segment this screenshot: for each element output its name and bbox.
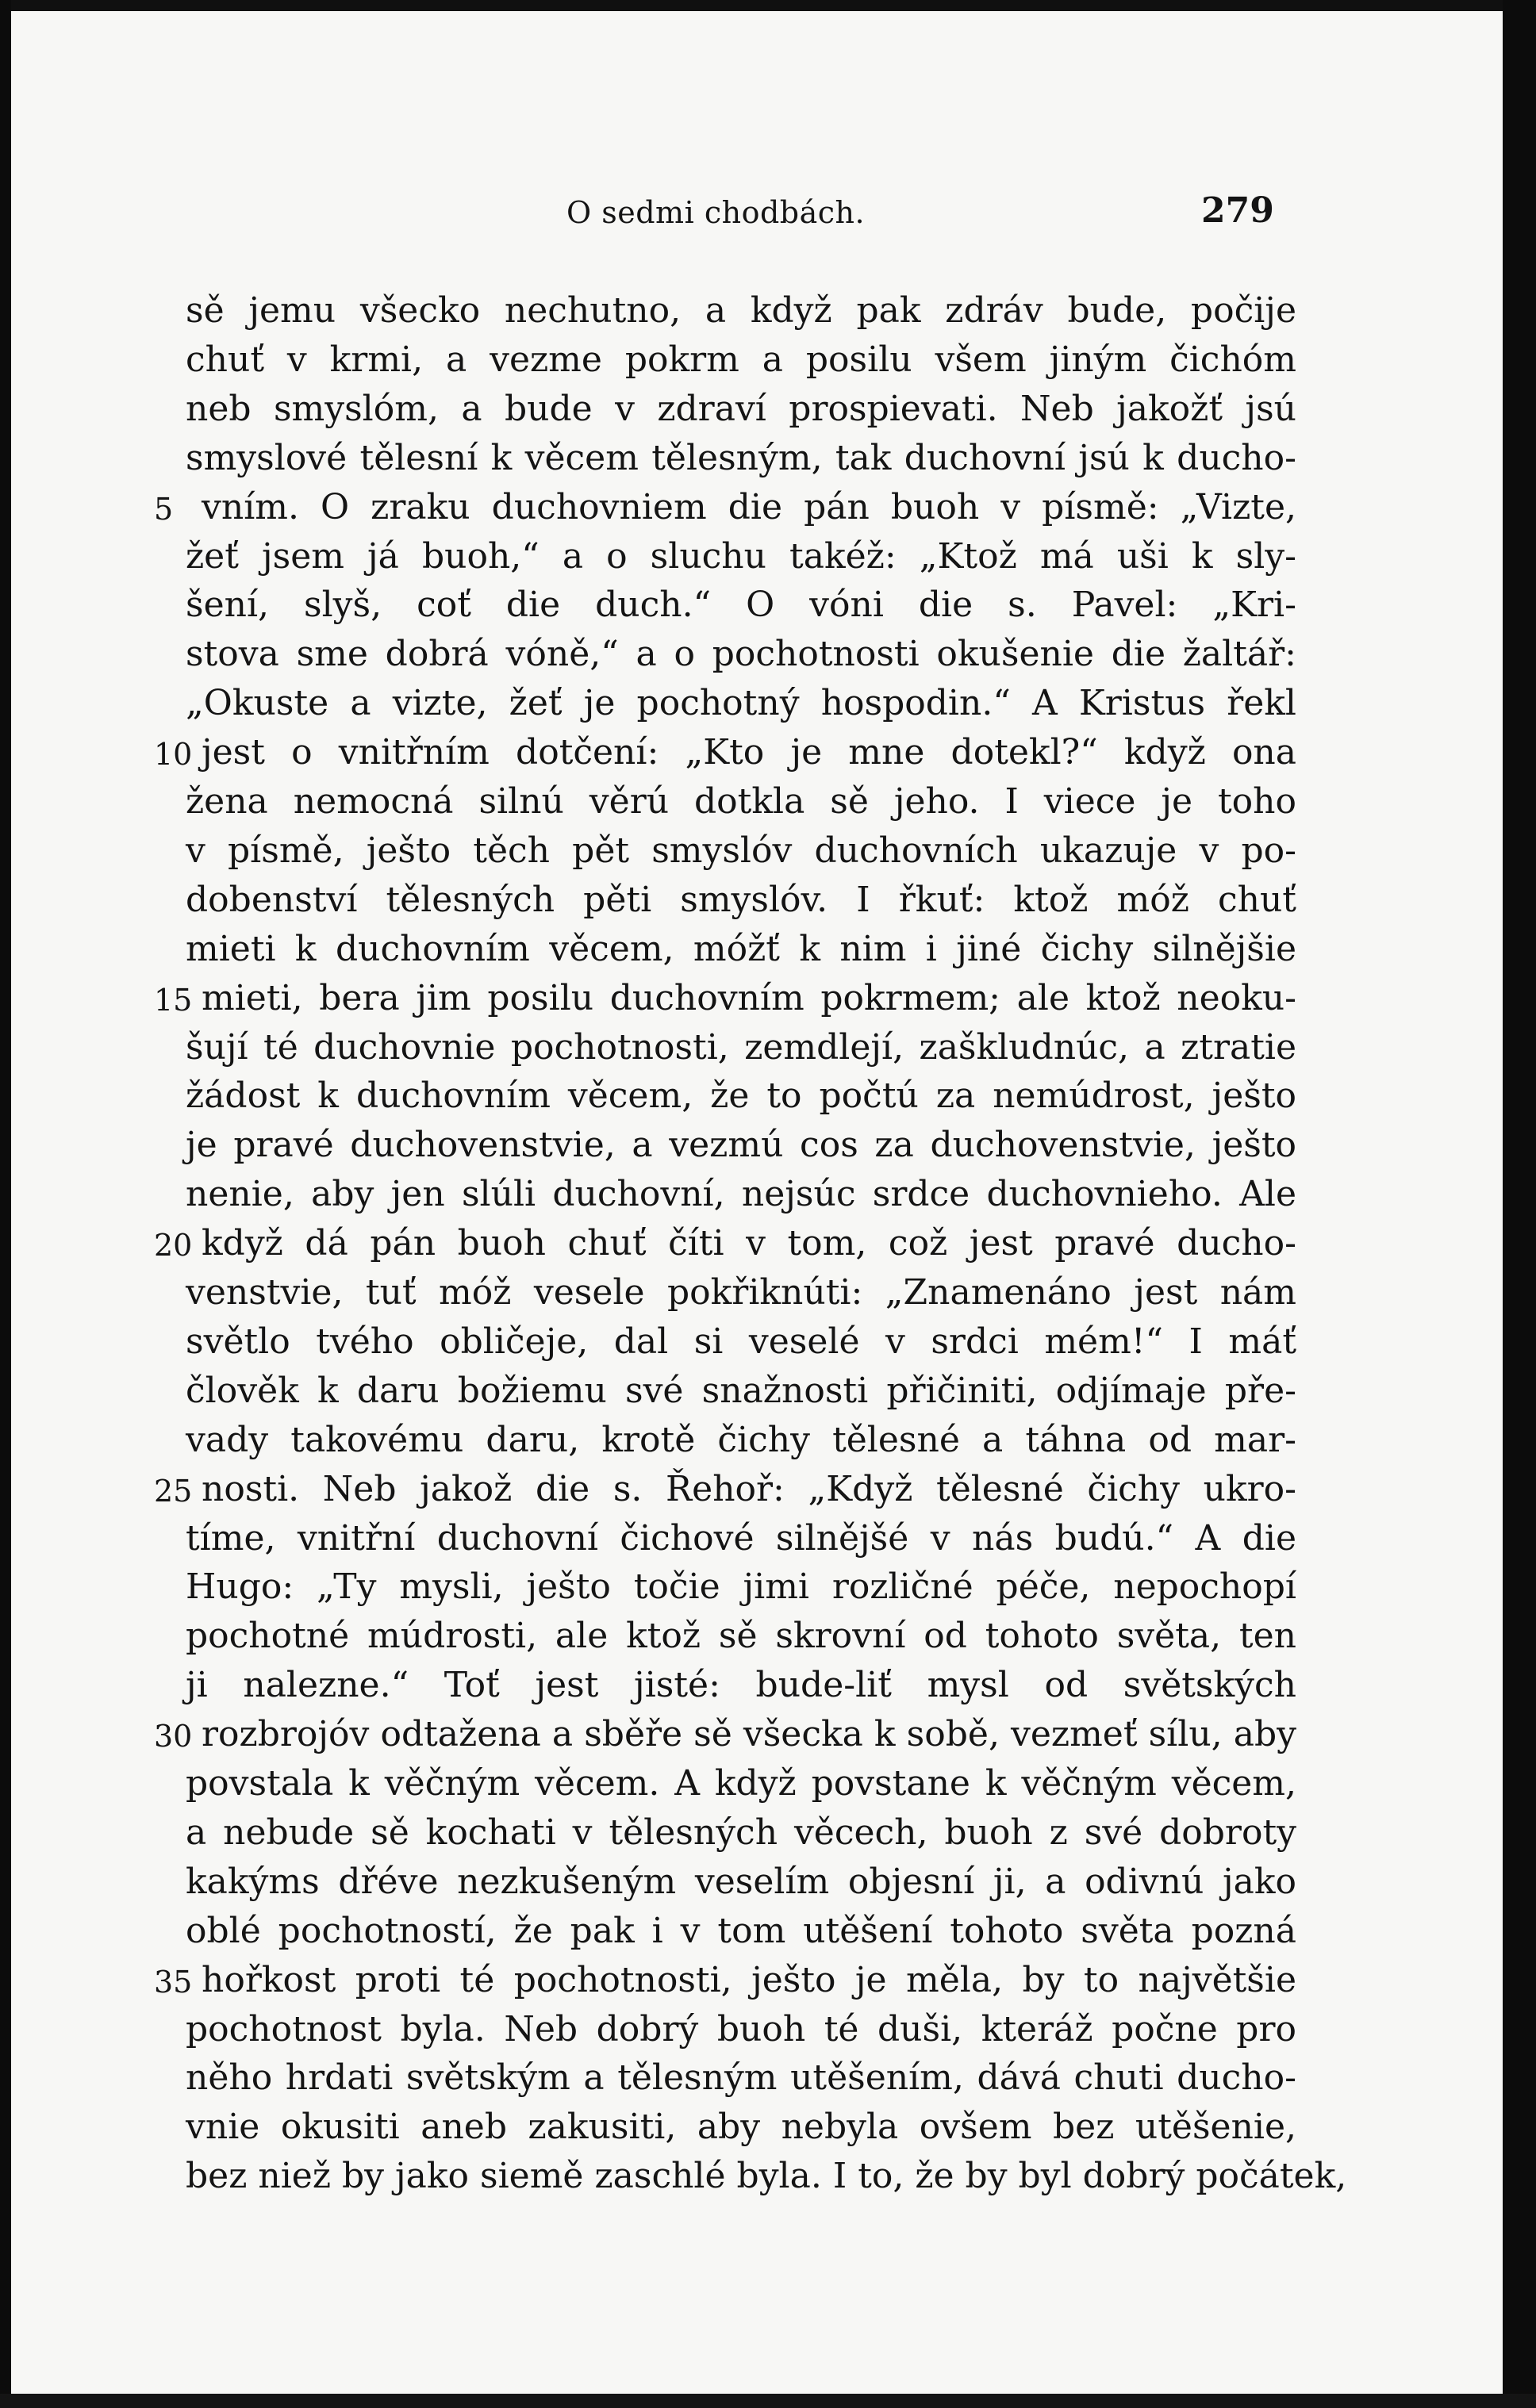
page-number: 279 bbox=[1201, 190, 1274, 231]
text-line: venstvie, tuť móž vesele pokřiknúti: „Znamenáno jest nám bbox=[186, 1272, 1296, 1313]
text-line: světlo tvého obličeje, dal si veselé v srdci mém!“ I máť bbox=[186, 1321, 1296, 1362]
text-line: žena nemocná silnú věrú dotkla sě jeho. I viece je toho bbox=[186, 781, 1296, 822]
text-line: sě jemu všecko nechutno, a když pak zdráv bude, počije bbox=[186, 290, 1296, 331]
text-line: žeť jsem já buoh,“ a o sluchu takéž: „Ktož má uši k sly- bbox=[186, 536, 1296, 577]
book-page bbox=[11, 11, 1503, 2394]
running-title: O sedmi chodbách. bbox=[566, 195, 866, 230]
text-line: něho hrdati světským a tělesným utěšením, dává chuti ducho- bbox=[186, 2057, 1296, 2098]
text-line: mieti, bera jim posilu duchovním pokrmem; ale ktož neoku- bbox=[202, 978, 1296, 1018]
text-line: vady takovému daru, krotě čichy tělesné a táhna od mar- bbox=[186, 1420, 1296, 1460]
text-line: kakýms dřéve nezkušeným veselím objesní ji, a odivnú jako bbox=[186, 1862, 1296, 1902]
text-line: stova sme dobrá vóně,“ a o pochotnosti okušenie die žaltář: bbox=[186, 634, 1296, 674]
text-line: když dá pán buoh chuť číti v tom, což jest pravé ducho- bbox=[202, 1223, 1296, 1263]
text-line: nenie, aby jen slúli duchovní, nejsúc srdce duchovnieho. Ale bbox=[186, 1174, 1296, 1214]
text-line: „Okuste a vizte, žeť je pochotný hospodin.“ A Kristus řekl bbox=[186, 683, 1296, 723]
text-line: chuť v krmi, a vezme pokrm a posilu všem jiným čichóm bbox=[186, 339, 1296, 380]
text-line: Hugo: „Ty mysli, ješto točie jimi rozličné péče, nepochopí bbox=[186, 1566, 1296, 1607]
text-line: šení, slyš, coť die duch.“ O vóni die s. Pavel: „Kri- bbox=[186, 585, 1296, 625]
text-line: jest o vnitřním dotčení: „Kto je mne dotekl?“ když ona bbox=[202, 732, 1296, 773]
scan-edge-bottom bbox=[0, 2394, 1536, 2408]
text-line: hořkost proti té pochotnosti, ješto je měla, by to najvětšie bbox=[202, 1960, 1296, 2000]
line-number: 10 bbox=[154, 737, 193, 772]
line-number: 5 bbox=[154, 492, 174, 527]
scan-edge-right bbox=[1503, 0, 1536, 2408]
text-line: smyslové tělesní k věcem tělesným, tak duchovní jsú k ducho- bbox=[186, 438, 1296, 478]
text-line: vnie okusiti aneb zakusiti, aby nebyla ovšem bez utěšenie, bbox=[186, 2107, 1296, 2147]
text-line: člověk k daru božiemu své snažnosti přičiniti, odjímaje pře- bbox=[186, 1371, 1296, 1411]
text-line: v písmě, ješto těch pět smyslóv duchovních ukazuje v po- bbox=[186, 830, 1296, 871]
text-line: mieti k duchovním věcem, móžť k nim i jiné čichy silnějšie bbox=[186, 929, 1296, 969]
text-line: šují té duchovnie pochotnosti, zemdlejí, zaškludnúc, a ztratie bbox=[186, 1027, 1296, 1068]
text-line: oblé pochotností, že pak i v tom utěšení tohoto světa pozná bbox=[186, 1911, 1296, 1951]
line-number: 30 bbox=[154, 1719, 193, 1754]
text-line: rozbrojóv odtažena a sběře sě všecka k sobě, vezmeť sílu, aby bbox=[202, 1714, 1296, 1754]
text-line: ji nalezne.“ Toť jest jisté: bude-liť mysl od světských bbox=[186, 1665, 1296, 1705]
text-line: vním. O zraku duchovniem die pán buoh v písmě: „Vizte, bbox=[202, 487, 1296, 527]
line-number: 20 bbox=[154, 1228, 193, 1263]
text-line: pochotné múdrosti, ale ktož sě skrovní od tohoto světa, ten bbox=[186, 1616, 1296, 1656]
line-number: 35 bbox=[154, 1965, 193, 2000]
text-line: pochotnost byla. Neb dobrý buoh té duši, kteráž počne pro bbox=[186, 2009, 1296, 2049]
text-line: dobenství tělesných pěti smyslóv. I řkuť: ktož móž chuť bbox=[186, 880, 1296, 920]
text-line: je pravé duchovenstvie, a vezmú cos za duchovenstvie, ješto bbox=[186, 1125, 1296, 1165]
text-line: žádost k duchovním věcem, že to počtú za nemúdrost, ješto bbox=[186, 1076, 1296, 1116]
text-line: neb smyslóm, a bude v zdraví prospievati. Neb jakožť jsú bbox=[186, 389, 1296, 429]
text-line: tíme, vnitřní duchovní čichové silnějšé v nás budú.“ A die bbox=[186, 1518, 1296, 1559]
line-number: 15 bbox=[154, 983, 193, 1018]
scan-edge-top bbox=[0, 0, 1536, 11]
text-line: nosti. Neb jakož die s. Řehoř: „Když tělesné čichy ukro- bbox=[202, 1469, 1296, 1509]
text-line: a nebude sě kochati v tělesných věcech, buoh z své dobroty bbox=[186, 1812, 1296, 1853]
text-line: bez niež by jako siemě zaschlé byla. I to, že by byl dobrý počátek, bbox=[186, 2156, 1347, 2196]
line-number: 25 bbox=[154, 1474, 193, 1509]
scan-edge-left bbox=[0, 0, 11, 2408]
text-line: povstala k věčným věcem. A když povstane k věčným věcem, bbox=[186, 1763, 1296, 1804]
